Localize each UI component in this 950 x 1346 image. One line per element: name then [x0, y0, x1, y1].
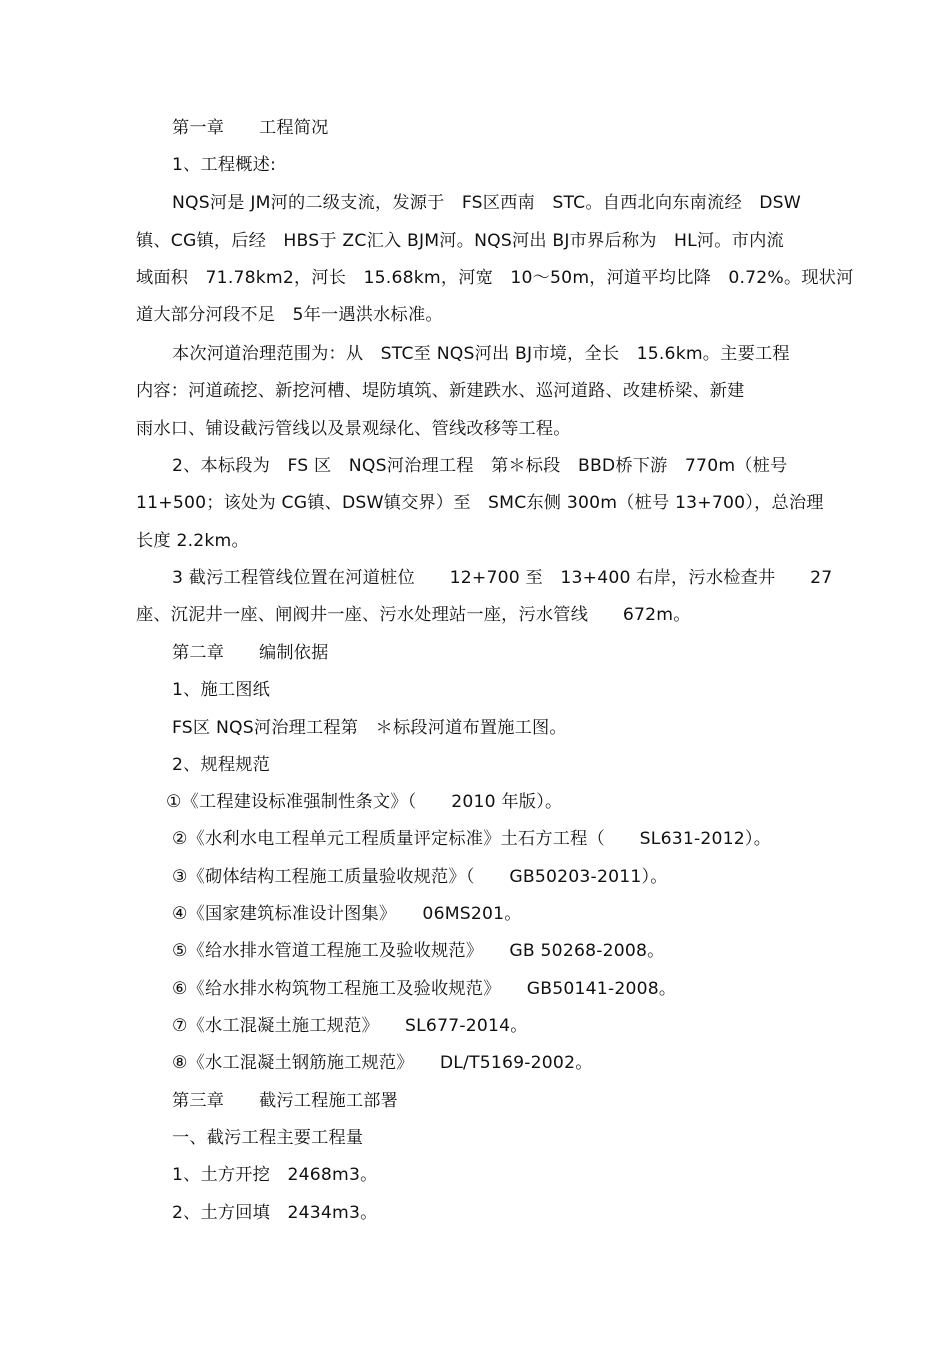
- section-heading: 一、截污工程主要工程量: [172, 1128, 364, 1148]
- section-heading: 1、工程概述:: [172, 155, 277, 175]
- paragraph-line: 2、本标段为 FS 区 NQS河治理工程 第＊标段 BBD桥下游 770m（桩号: [172, 456, 788, 476]
- reference-item: ④《国家建筑标准设计图集》 06MS201。: [172, 904, 522, 924]
- paragraph-line: 雨水口、铺设截污管线以及景观绿化、管线改移等工程。: [136, 419, 571, 439]
- paragraph-line: 本次河道治理范围为：从 STC至 NQS河出 BJ市境，全长 15.6km。主要工程: [172, 344, 790, 364]
- chapter-3-heading: 第三章 截污工程施工部署: [172, 1091, 399, 1111]
- reference-item: ②《水利水电工程单元工程质量评定标准》土石方工程（ SL631-2012）。: [172, 829, 772, 849]
- reference-item: ⑤《给水排水管道工程施工及验收规范》 GB 50268-2008。: [172, 941, 665, 961]
- section-heading: 1、施工图纸: [172, 680, 271, 700]
- paragraph-line: FS区 NQS河治理工程第 ＊标段河道布置施工图。: [172, 718, 567, 738]
- paragraph-line: 道大部分河段不足 5年一遇洪水标准。: [136, 305, 443, 325]
- paragraph-line: 内容：河道疏挖、新挖河槽、堤防填筑、新建跌水、巡河道路、改建桥梁、新建: [136, 381, 745, 401]
- reference-item: ⑦《水工混凝土施工规范》 SL677-2014。: [172, 1016, 528, 1036]
- paragraph-line: 长度 2.2km。: [136, 531, 249, 551]
- reference-item: ⑧《水工混凝土钢筋施工规范》 DL/T5169-2002。: [172, 1053, 593, 1073]
- paragraph-line: NQS河是 JM河的二级支流，发源于 FS区西南 STC。自西北向东南流经 DSW: [172, 193, 801, 213]
- paragraph-line: 域面积 71.78km2，河长 15.68km，河宽 10～50m，河道平均比降 0.72%。现状河: [136, 268, 854, 288]
- paragraph-line: 镇、CG镇，后经 HBS于 ZC汇入 BJM河。NQS河出 BJ市界后称为 HL河。市内流: [136, 231, 784, 251]
- section-heading: 2、规程规范: [172, 755, 271, 775]
- quantity-item: 2、土方回填 2434m3。: [172, 1203, 378, 1223]
- paragraph-line: 座、沉泥井一座、闸阀井一座、污水处理站一座，污水管线 672m。: [136, 605, 691, 625]
- reference-item: ⑥《给水排水构筑物工程施工及验收规范》 GB50141-2008。: [172, 979, 677, 999]
- chapter-1-heading: 第一章 工程简况: [172, 118, 329, 138]
- reference-item: ①《工程建设标准强制性条文》（ 2010 年版）。: [166, 792, 563, 812]
- chapter-2-heading: 第二章 编制依据: [172, 643, 329, 663]
- paragraph-line: 11+500；该处为 CG镇、DSW镇交界）至 SMC东侧 300m（桩号 13+700），总治理: [136, 493, 824, 513]
- quantity-item: 1、土方开挖 2468m3。: [172, 1165, 378, 1185]
- reference-item: ③《砌体结构工程施工质量验收规范》（ GB50203-2011）。: [172, 867, 668, 887]
- paragraph-line: 3 截污工程管线位置在河道桩位 12+700 至 13+400 右岸，污水检查井 27: [172, 568, 833, 588]
